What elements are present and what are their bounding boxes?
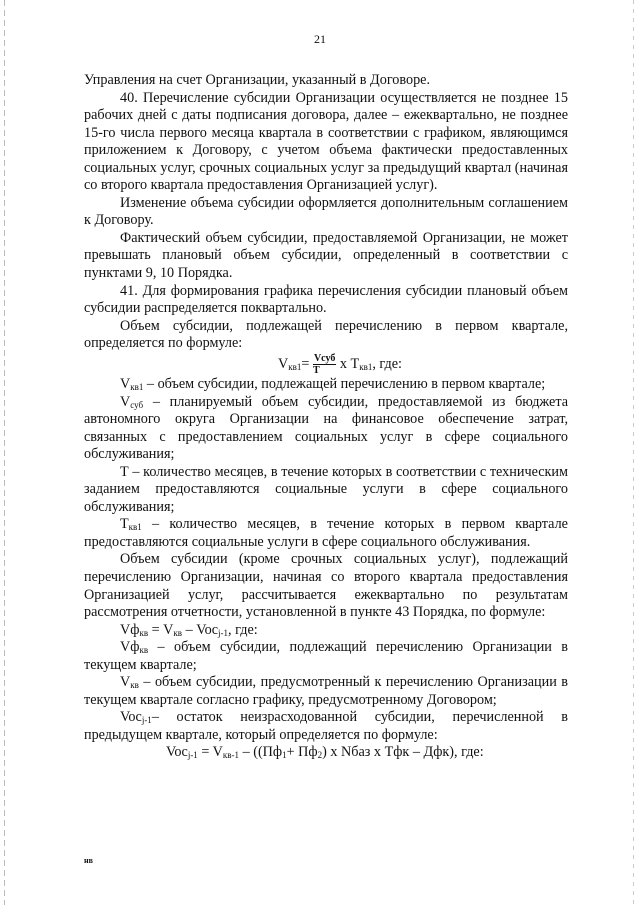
footer-initials: нв (84, 856, 93, 865)
d1-sub: кв1 (130, 381, 144, 392)
definition-vfkv (84, 639, 568, 674)
definition-vsub (84, 394, 568, 464)
formula-first-quarter (84, 353, 568, 376)
f3-e: ) х Nбаз х Тфк – Дфк), где: (322, 744, 484, 761)
d4-sub: кв1 (128, 522, 142, 533)
d5-text: – объем субсидии, подлежащий перечислению Организации в текущем квартале; (84, 639, 568, 673)
d5-sub: кв (139, 645, 149, 656)
formula1-lhs-sub: кв1 (288, 361, 302, 372)
definition-voc (84, 709, 568, 744)
f3-d-sub: 2 (317, 750, 323, 761)
f2-d: , где: (228, 621, 258, 638)
f2-a: Vф (120, 621, 140, 638)
formula1-denominator: T (312, 364, 320, 376)
d2-symbol: V (120, 393, 131, 410)
formula1-mid-sub: кв1 (359, 361, 373, 372)
d6-symbol: V (120, 674, 131, 691)
formula1-mid: х Т (336, 355, 360, 372)
scan-edge-right (633, 0, 634, 905)
paragraph-actual-volume: Фактический объем субсидии, предоставляемой Организации, не может превышать плановый объем субсидии, определенный в соответствии с пунктами 9, 10 Порядка. (84, 229, 568, 282)
definition-tkv1 (84, 516, 568, 551)
f3-d: + Пф (286, 744, 318, 761)
formula-actual-quarter (84, 622, 568, 640)
paragraph-subsidy-from-q2: Объем субсидии (кроме срочных социальных услуг), подлежащий перечислению Организации, начиная со второго квартала предоставления Организацией услуг, рассчитывается ежеквартально по результатам рассмотрения отчетности, установленной в пункте 43 Порядка, по формуле: (84, 551, 568, 621)
d4-text: – количество месяцев, в течение которых в первом квартале предоставляются социальные услуги в сфере социального обслуживания. (84, 516, 568, 550)
definition-t: Т – количество месяцев, в течение которых в соответствии с техническим заданием предоставляются социальные услуги в сфере социального обслуживания; (84, 463, 568, 515)
definition-vkvj (84, 674, 568, 709)
paragraph-change-volume: Изменение объема субсидии оформляется дополнительным соглашением к Договору. (84, 194, 568, 229)
f3-c-sub: 1 (282, 750, 287, 761)
d5-symbol: Vф (120, 639, 140, 656)
paragraph-continuation: Управления на счет Организации, указанный в Договоре. (84, 72, 431, 88)
document-body (84, 72, 568, 762)
d4-symbol: Т (120, 516, 129, 533)
d2-sub: суб (130, 399, 144, 410)
f2-b: = V (148, 621, 174, 638)
formula1-tail: , где: (372, 355, 402, 372)
definition-vkv1 (84, 376, 568, 394)
d2-text: – планируемый объем субсидии, предоставляемой из бюджета автономного округа Организации на финансовое обеспечение затрат, связанных с предоставлением социальных услуг в сфере социального обслуживания; (84, 393, 568, 463)
formula1-numerator: Vсуб (313, 352, 336, 364)
f3-c: – ((Пф (239, 744, 283, 761)
f2-c-sub: j-1 (218, 627, 229, 638)
d1-symbol: V (120, 375, 131, 392)
d1-text: – объем субсидии, подлежащей перечислению в первом квартале; (143, 375, 546, 392)
d7-text: – остаток неизрасходованной субсидии, перечисленной в предыдущем квартале, который определяется по формуле: (84, 709, 568, 743)
formula1-fraction (313, 353, 336, 376)
f3-a: Voc (166, 744, 188, 761)
f3-b: = V (197, 744, 223, 761)
paragraph-40: 40. Перечисление субсидии Организации осуществляется не позднее 15 рабочих дней с даты подписания договора, далее – ежеквартально, не позднее 15-го числа первого месяца квартала в соответствии с графиком, являющимся приложением к Договору, с учетом объема фактически предоставленных социальных услуг, срочных социальных услуг за предыдущий квартал (начиная со второго квартала предоставления Организацией услуг). (84, 89, 568, 194)
formula-remainder (84, 744, 568, 762)
f2-a-sub: кв (139, 627, 149, 638)
f3-a-sub: j-1 (187, 750, 198, 761)
f3-b-sub: кв-1 (222, 750, 240, 761)
formula1-lhs: V (278, 355, 289, 372)
d6-text: – объем субсидии, предусмотренный к перечислению Организации в текущем квартале согласно графику, предусмотренному Договором; (84, 674, 568, 708)
d7-symbol: Voc (120, 709, 142, 726)
d7-sub: j-1 (141, 715, 152, 726)
scan-edge-left (4, 0, 5, 905)
page-number: 21 (314, 32, 326, 46)
d6-sub: кв (130, 680, 139, 691)
f2-c: – Voc (182, 621, 219, 638)
f2-b-sub: кв (173, 627, 183, 638)
formula1-eq: = (301, 355, 313, 372)
paragraph-41: 41. Для формирования графика перечисления субсидии плановый объем субсидии распределяется поквартально. (84, 282, 568, 317)
paragraph-first-quarter: Объем субсидии, подлежащей перечислению в первом квартале, определяется по формуле: (84, 317, 568, 352)
